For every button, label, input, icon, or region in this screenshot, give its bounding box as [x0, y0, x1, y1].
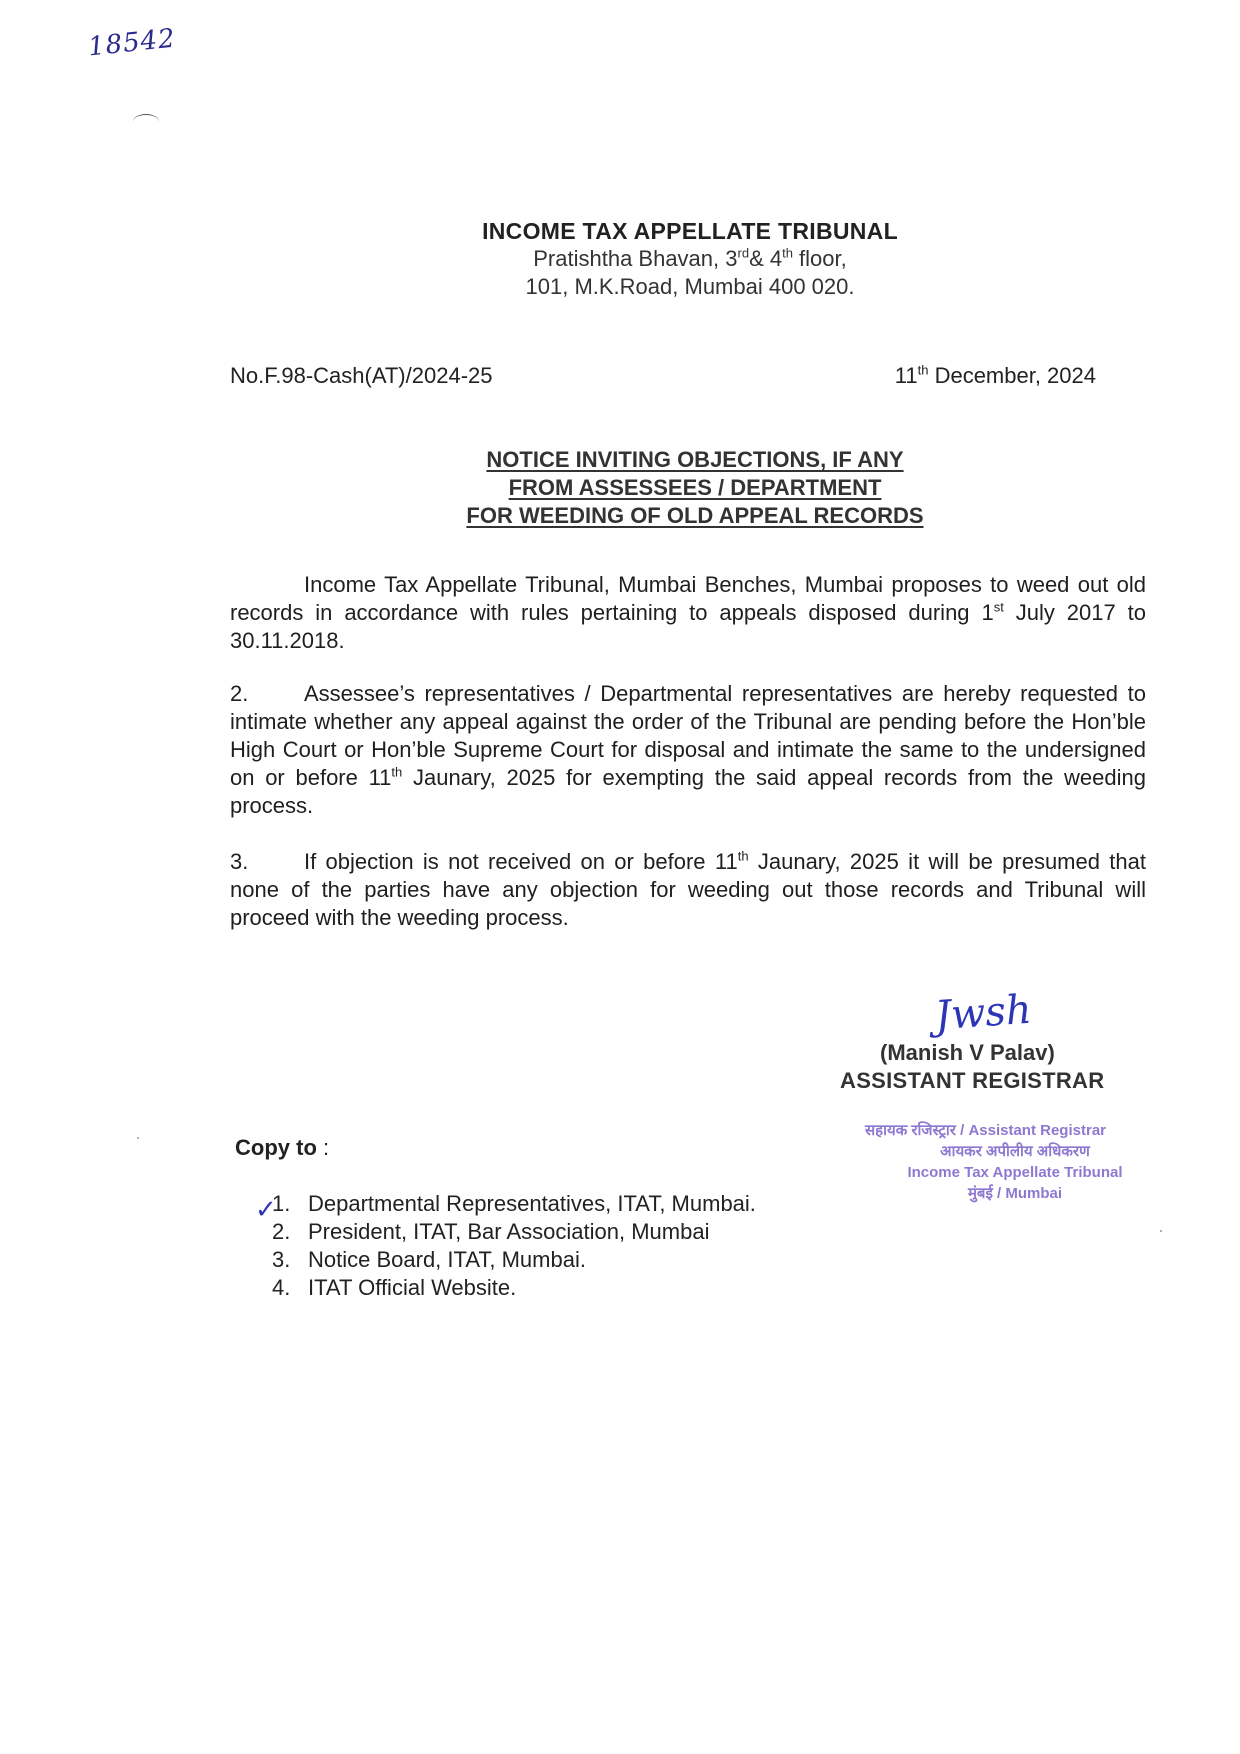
paragraph-text: Jaunary, 2025 for exempting the said appeal records from the weeding process.	[230, 765, 1146, 818]
scan-speck	[1160, 1230, 1162, 1232]
list-item	[272, 1246, 756, 1274]
list-index: 1.	[272, 1191, 291, 1216]
copy-to-list	[272, 1190, 756, 1302]
address-text: floor,	[792, 246, 847, 271]
pen-mark	[133, 114, 159, 129]
stamp-line-3: Income Tax Appellate Tribunal	[907, 1164, 1123, 1181]
list-item	[272, 1274, 756, 1302]
date-day: 11	[894, 363, 918, 388]
list-text: Notice Board, ITAT, Mumbai.	[308, 1247, 586, 1272]
stamp-line-2: आयकर अपीलीय अधिकरण	[940, 1143, 1090, 1160]
list-index: 2.	[272, 1219, 291, 1244]
reference-number: No.F.98-Cash(AT)/2024-25	[230, 363, 493, 388]
organization-name: INCOME TAX APPELLATE TRIBUNAL	[482, 218, 898, 244]
ordinal-suffix: th	[737, 848, 749, 864]
paragraph-number: 3.	[230, 849, 249, 874]
checkmark-icon: ✓	[255, 1195, 277, 1225]
reference-row	[230, 363, 1096, 389]
list-index: 3.	[272, 1247, 291, 1272]
copy-to-label: Copy to	[235, 1135, 317, 1160]
ordinal-suffix: th	[391, 764, 403, 780]
list-text: ITAT Official Website.	[308, 1275, 517, 1300]
notice-date	[895, 363, 1096, 389]
signatory-title: ASSISTANT REGISTRAR	[840, 1068, 1105, 1093]
stamp-line-4: मुंबई / Mumbai	[967, 1185, 1063, 1202]
list-text: President, ITAT, Bar Association, Mumbai	[308, 1219, 710, 1244]
scan-speck	[137, 1137, 139, 1139]
notice-title-line-1: NOTICE INVITING OBJECTIONS, IF ANY	[486, 447, 904, 472]
address-text: Pratishtha Bhavan, 3	[533, 246, 738, 271]
ordinal-suffix: st	[993, 599, 1004, 615]
address-line-2: 101, M.K.Road, Mumbai 400 020.	[525, 274, 855, 299]
letterhead	[0, 218, 1240, 301]
notice-title	[0, 446, 1240, 530]
handwritten-inward-number: 18542	[86, 23, 178, 63]
paragraph-number: 2.	[230, 681, 249, 706]
notice-title-line-2: FROM ASSESSEES / DEPARTMENT	[508, 475, 882, 500]
paragraph-text: Assessee’s representatives / Departmental representatives are hereby requested to intimate whether any appeal against the order of the Tribunal are pending before the Hon’ble High Court or Hon’ble Supreme Court for disposal and intimate the same to the undersigned on or before 11	[230, 681, 1146, 790]
handwritten-signature: Jwsh	[933, 986, 1034, 1040]
paragraph-1	[230, 571, 1146, 655]
address-text: & 4	[749, 246, 783, 271]
ordinal-suffix: rd	[737, 245, 750, 261]
paragraph-text: If objection is not received on or before 11	[304, 849, 738, 874]
copy-to-colon: :	[316, 1135, 330, 1160]
ordinal-suffix: th	[917, 362, 929, 378]
paragraph-text: July 2017 to 30.11.2018.	[230, 600, 1146, 653]
list-item	[272, 1190, 756, 1218]
paragraph-text: Jaunary, 2025 it will be presumed that none of the parties have any objection for weeding out those records and Tribunal will proceed with the weeding process.	[230, 849, 1146, 930]
copy-to-heading	[235, 1135, 329, 1161]
official-stamp	[855, 1120, 1175, 1204]
paragraph-text: Income Tax Appellate Tribunal, Mumbai Benches, Mumbai proposes to weed out old records in accordance with rules pertaining to appeals disposed during 1	[230, 572, 1146, 625]
list-index: 4.	[272, 1275, 291, 1300]
address-line-1	[140, 245, 1240, 273]
paragraph-3	[230, 848, 1146, 932]
date-month-year: December, 2024	[928, 363, 1096, 388]
list-item	[272, 1218, 756, 1246]
ordinal-suffix: th	[782, 245, 793, 261]
stamp-line-1: सहायक रजिस्ट्रार / Assistant Registrar	[865, 1122, 1106, 1139]
list-text: Departmental Representatives, ITAT, Mumbai.	[308, 1191, 756, 1216]
paragraph-2	[230, 680, 1146, 820]
notice-title-line-3: FOR WEEDING OF OLD APPEAL RECORDS	[466, 503, 924, 528]
signatory-name: (Manish V Palav)	[880, 1040, 1055, 1065]
